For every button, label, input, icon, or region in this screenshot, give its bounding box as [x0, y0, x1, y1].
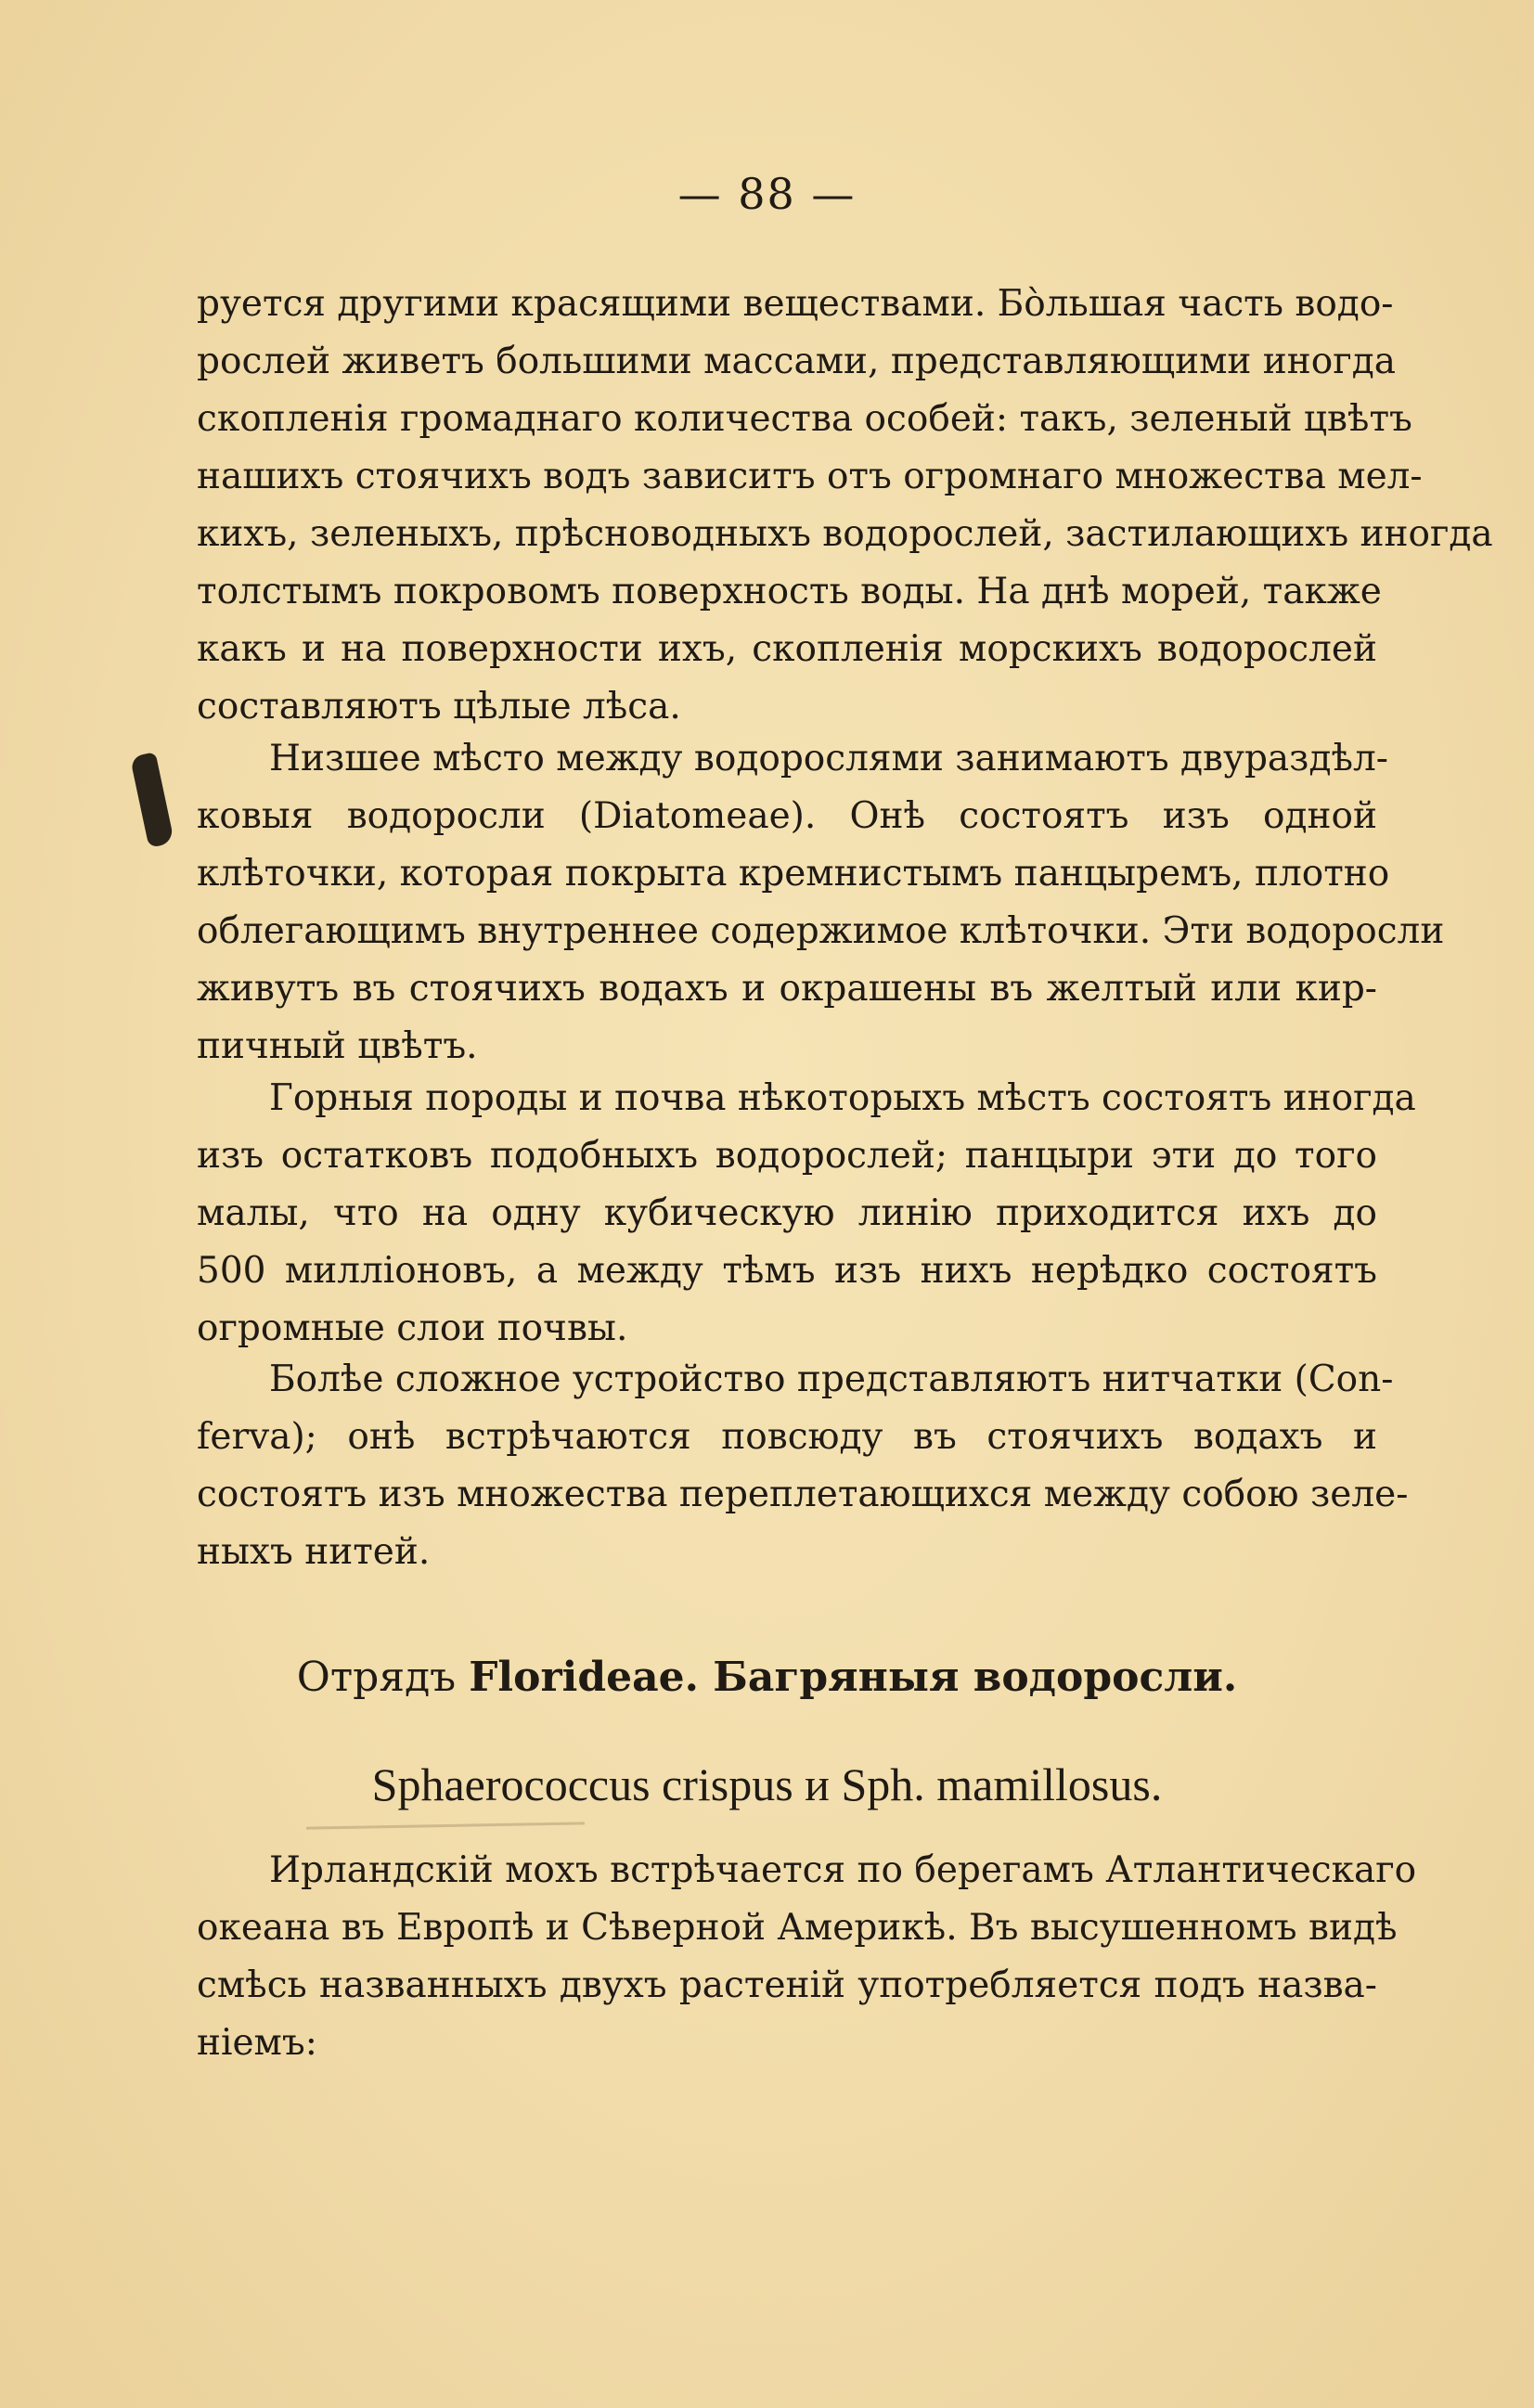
text-line: облегающимъ внутреннее содержимое клѣточки. Эти водоросли: [197, 910, 1445, 952]
text-line: Низшее мѣсто между водорослями занимаютъ двураздѣл-: [269, 738, 1388, 779]
text-line: ковыя водоросли (Diatomeae). Онѣ состоятъ изъ одной: [197, 795, 1377, 837]
paragraph-5: [197, 1842, 1417, 2072]
page-number: — 88 —: [677, 169, 857, 219]
text-line: ніемъ:: [197, 2022, 317, 2064]
text-line: Горныя породы и почва нѣкоторыхъ мѣстъ состоятъ иногда: [269, 1077, 1416, 1119]
ink-blot-mark: [130, 752, 174, 848]
text-line: составляютъ цѣлые лѣса.: [197, 686, 681, 728]
text-line: ferva); онѣ встрѣчаются повсюду въ стоячихъ водахъ и: [197, 1416, 1377, 1458]
text-line: клѣточки, которая покрыта кремнистымъ панцыремъ, плотно: [197, 853, 1390, 895]
text-line: огромные слои почвы.: [197, 1307, 628, 1349]
text-line: изъ остатковъ подобныхъ водорослей; панцыри эти до того: [197, 1135, 1377, 1177]
text-line: какъ и на поверхности ихъ, скопленія морскихъ водорослей: [197, 628, 1377, 670]
text-line: рослей живетъ большими массами, представляющими иногда: [197, 341, 1396, 382]
text-line: Болѣе сложное устройство представляютъ нитчатки (Con-: [269, 1359, 1394, 1400]
text-line: толстымъ покровомъ поверхность воды. На днѣ морей, также: [197, 571, 1382, 612]
section-heading: [0, 1650, 1534, 1706]
paragraph-1: [197, 276, 1493, 736]
paragraph-3: [197, 1070, 1416, 1358]
paragraph-4: [197, 1351, 1409, 1581]
text-line: 500 милліоновъ, а между тѣмъ изъ нихъ нерѣдко состоятъ: [197, 1250, 1377, 1292]
underline-mark: [306, 1822, 585, 1829]
heading-prefix: Отрядъ: [296, 1654, 457, 1701]
text-line: Ирландскій мохъ встрѣчается по берегамъ Атлантическаго: [269, 1849, 1417, 1891]
text-line: скопленія громаднаго количества особей: такъ, зеленый цвѣтъ: [197, 398, 1412, 440]
text-line: океана въ Европѣ и Сѣверной Америкѣ. Въ высушенномъ видѣ: [197, 1907, 1398, 1949]
text-line: смѣсь названныхъ двухъ растеній употребляется подъ назва-: [197, 1964, 1377, 2006]
heading-title: Florideae. Багряныя водоросли.: [469, 1654, 1238, 1701]
paragraph-2: [197, 730, 1445, 1075]
species-subheading: Sphaerococcus crispus и Sph. mamillosus.: [371, 1758, 1163, 1810]
text-line: ныхъ нитей.: [197, 1531, 431, 1573]
text-line: кихъ, зеленыхъ, прѣсноводныхъ водорослей, застилающихъ иногда: [197, 513, 1493, 555]
text-line: живутъ въ стоячихъ водахъ и окрашены въ желтый или кир-: [197, 968, 1377, 1010]
text-line: малы, что на одну кубическую линію приходится ихъ до: [197, 1192, 1377, 1234]
text-line: состоятъ изъ множества переплетающихся между собою зеле-: [197, 1474, 1409, 1515]
text-line: пичный цвѣтъ.: [197, 1025, 478, 1067]
text-line: руется другими красящими веществами. Бо̀льшая часть водо-: [197, 283, 1394, 325]
text-line: нашихъ стоячихъ водъ зависитъ отъ огромнаго множества мел-: [197, 456, 1423, 497]
